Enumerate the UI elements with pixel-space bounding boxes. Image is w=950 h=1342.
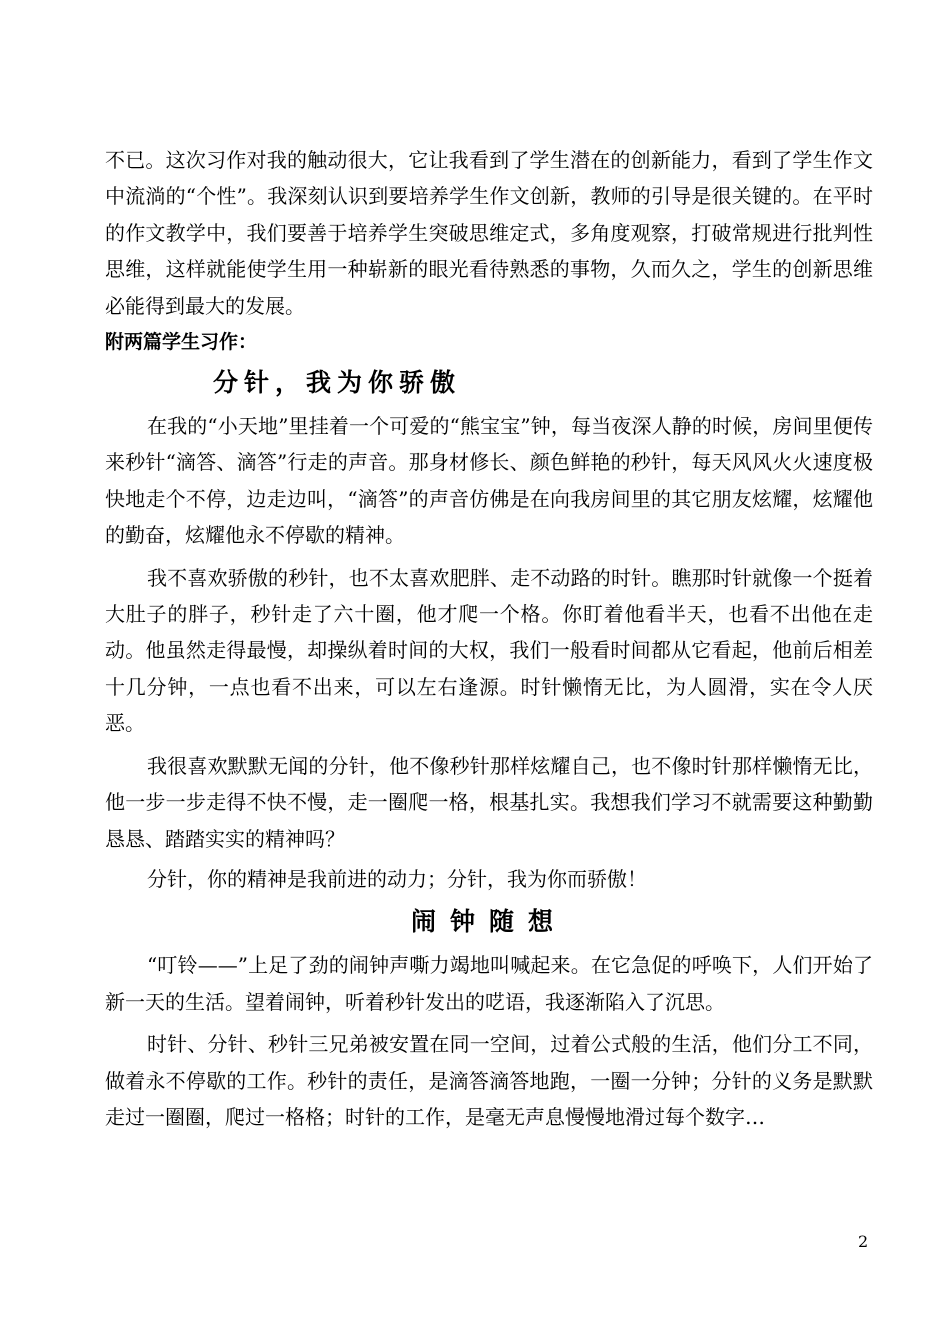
page-number: 2 [858, 1232, 869, 1251]
essay1-title: 分针，我为你骄傲 [213, 368, 462, 398]
document-page [105, 142, 873, 1135]
essay1-paragraph-3: 我很喜欢默默无闻的分针，他不像秒针那样炫耀自己，也不像时针那样懒惰无比，他一步一步走得不快不慢，走一圈爬一格，根基扎实。我想我们学习不就需要这种勤勤恳恳、踏踏实实的精神吗？ [105, 753, 873, 851]
intro-paragraph: 不已。这次习作对我的触动很大，它让我看到了学生潜在的创新能力，看到了学生作文中流淌的“个性”。我深刻认识到要培养学生作文创新，教师的引导是很关键的。在平时的作文教学中，我们要善于培养学生突破思维定式，多角度观察，打破常规进行批判性思维，这样就能使学生用一种崭新的眼光看待熟悉的事物，久而久之，学生的创新思维必能得到最大的发展。 [105, 148, 873, 318]
attachment-heading: 附两篇学生习作： [105, 331, 258, 354]
essay1-paragraph-4: 分针，你的精神是我前进的动力；分针，我为你而骄傲！ [147, 866, 647, 891]
essay2-paragraph-1: “叮铃——”上足了劲的闹钟声嘶力竭地叫喊起来。在它急促的呼唤下，人们开始了新一天的生活。望着闹钟，听着秒针发出的呓语，我逐渐陷入了沉思。 [105, 953, 873, 1014]
essay2-paragraph-2: 时针、分针、秒针三兄弟被安置在同一空间，过着公式般的生活，他们分工不同，做着永不停歇的工作。秒针的责任，是滴答滴答地跑，一圈一分钟；分针的义务是默默走过一圈圈，爬过一格格；时针的工作，是毫无声息慢慢地滑过每个数字… [105, 1032, 873, 1129]
essay2-title: 闹钟随想 [410, 907, 567, 937]
essay1-paragraph-2: 我不喜欢骄傲的秒针，也不太喜欢肥胖、走不动路的时针。瞧那时针就像一个挺着大肚子的胖子，秒针走了六十圈，他才爬一个格。你盯着他看半天，也看不出他在走动。他虽然走得最慢，却操纵着时间的大权，我们一般看时间都从它看起，他前后相差十几分钟，一点也看不出来，可以左右逢源。时针懒惰无比，为人圆滑，实在令人厌恶。 [105, 565, 873, 736]
essay1-paragraph-1: 在我的“小天地”里挂着一个可爱的“熊宝宝”钟，每当夜深人静的时候，房间里便传来秒针“滴答、滴答”行走的声音。那身材修长、颜色鲜艳的秒针，每天风风火火速度极快地走个不停，边走边叫，“滴答”的声音仿佛是在向我房间里的其它朋友炫耀，炫耀他的勤奋，炫耀他永不停歇的精神。 [105, 414, 873, 548]
